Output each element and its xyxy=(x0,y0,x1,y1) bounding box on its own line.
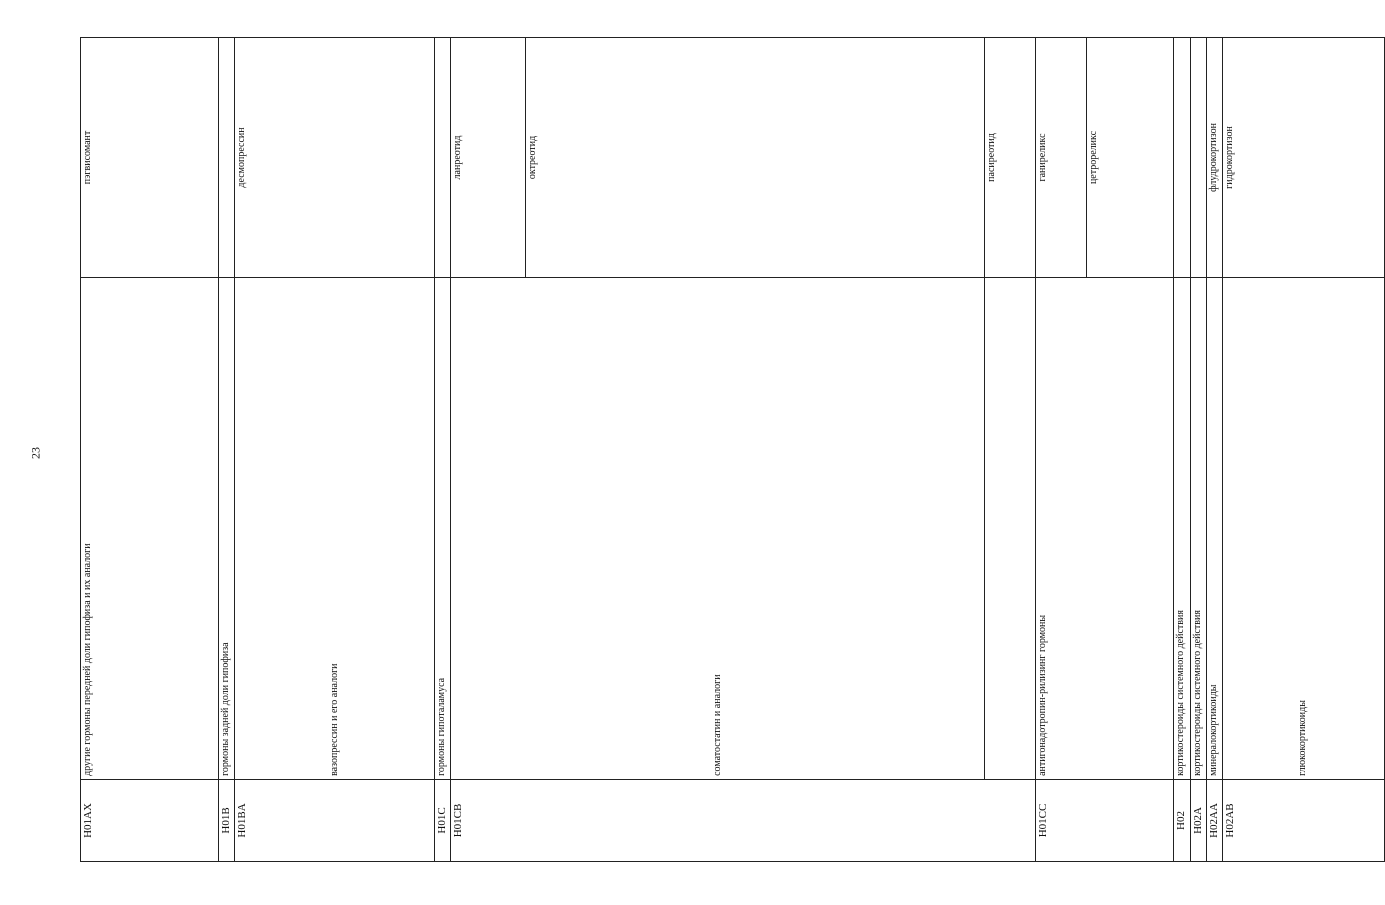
group-name-cell: антигонадотропин-рилизинг гормоны xyxy=(1036,277,1174,779)
page-number: 23 xyxy=(28,447,43,459)
group-name-cell: гормоны гипоталамуса xyxy=(435,277,451,779)
drug-name-cell: пэгвисомант xyxy=(81,38,219,278)
drug-name-cell xyxy=(1190,38,1206,278)
group-name-cell: глюкокортикоиды xyxy=(1222,277,1384,779)
atc-code-cell: H01BA xyxy=(235,779,435,861)
drug-name-cell: пасиреотид xyxy=(985,38,1036,278)
table-row xyxy=(81,38,132,862)
table-row xyxy=(1036,38,1087,862)
drug-name-cell xyxy=(1174,38,1190,278)
drug-name-cell: октреотид xyxy=(526,38,985,278)
atc-code-cell: H01B xyxy=(219,779,235,861)
drug-name-cell: ганиреликс xyxy=(1036,38,1087,278)
table-row xyxy=(1206,38,1222,862)
drug-name-cell: ланреотид xyxy=(451,38,526,278)
table-row xyxy=(1190,38,1206,862)
atc-code-cell: H01C xyxy=(435,779,451,861)
table-row xyxy=(435,38,451,862)
drug-name-cell xyxy=(219,38,235,278)
table-row xyxy=(1174,38,1190,862)
atc-code-cell: H01AX xyxy=(81,779,219,861)
atc-code-cell: H02AA xyxy=(1206,779,1222,861)
group-name-cell: соматостатин и аналоги xyxy=(451,277,985,779)
atc-code-cell: H01CC xyxy=(1036,779,1174,861)
drug-name-cell: десмопрессин xyxy=(235,38,435,278)
atc-code-cell: H01CB xyxy=(451,779,1036,861)
table-row xyxy=(1222,38,1273,862)
rotated-page-content xyxy=(80,37,1309,862)
table-row xyxy=(219,38,235,862)
group-name-cell: другие гормоны передней доли гипофиза и их аналоги xyxy=(81,277,219,779)
atc-code-cell: H02 xyxy=(1174,779,1190,861)
drug-name-cell xyxy=(435,38,451,278)
drug-classification-table xyxy=(80,37,1385,862)
group-name-cell: минералокортикоиды xyxy=(1206,277,1222,779)
drug-name-cell: флудрокортизон xyxy=(1206,38,1222,278)
table-row xyxy=(985,38,1036,862)
group-name-cell: гормоны задней доли гипофиза xyxy=(219,277,235,779)
atc-code-cell: H02A xyxy=(1190,779,1206,861)
group-name-cell: вазопрессин и его аналоги xyxy=(235,277,435,779)
drug-name-cell: гидрокортизон xyxy=(1222,38,1384,278)
group-name-cell: кортикостероиды системного действия xyxy=(1174,277,1190,779)
group-name-cell: кортикостероиды системного действия xyxy=(1190,277,1206,779)
drug-name-cell: цетрореликс xyxy=(1087,38,1174,278)
group-name-cell xyxy=(985,277,1036,779)
table-row xyxy=(451,38,526,862)
atc-code-cell: H02AB xyxy=(1222,779,1384,861)
table-row xyxy=(235,38,262,862)
